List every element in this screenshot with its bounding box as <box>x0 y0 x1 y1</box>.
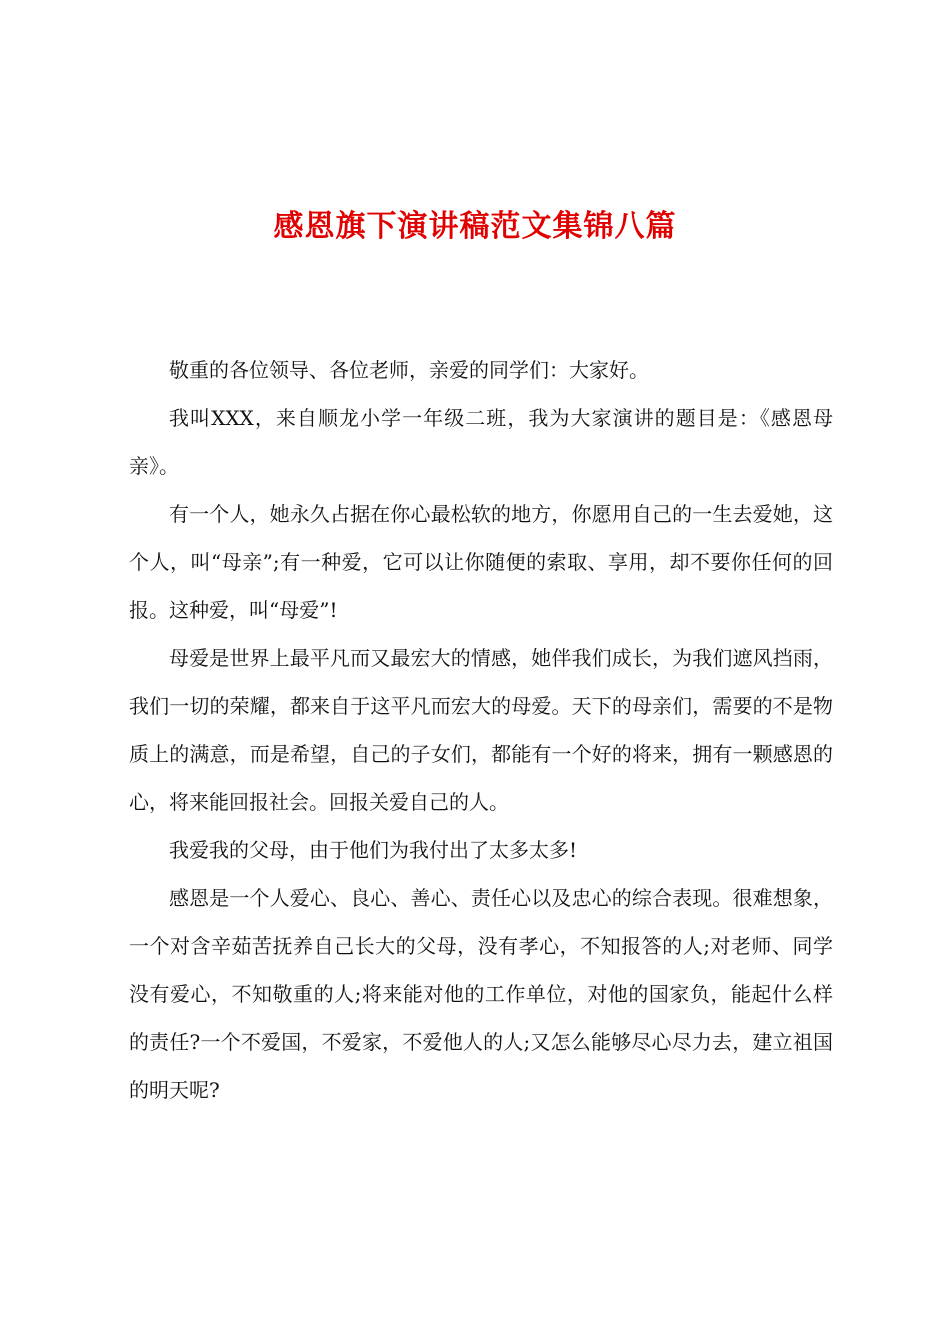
paragraph-introduction: 我叫XXX，来自顺龙小学一年级二班，我为大家演讲的题目是：《感恩母亲》。 <box>129 406 833 478</box>
paragraph-parents: 我爱我的父母，由于他们为我付出了太多太多! <box>169 838 578 862</box>
document-title: 感恩旗下演讲稿范文集锦八篇 <box>273 209 677 245</box>
paragraph-greeting: 敬重的各位领导、各位老师，亲爱的同学们：大家好。 <box>169 358 649 382</box>
paragraph-mother-love: 母爱是世界上最平凡而又最宏大的情感，她伴我们成长，为我们遮风挡雨，我们一切的荣耀，都来自于这平凡而宏大的母爱。天下的母亲们，需要的不是物质上的满意，而是希望，自己的子女们，都能有一个好的将来，拥有一颗感恩的心，将来能回报社会。回报关爱自己的人。 <box>129 646 833 814</box>
document-body <box>129 346 833 1114</box>
paragraph-gratitude: 感恩是一个人爱心、良心、善心、责任心以及忠心的综合表现。很难想象，一个对含辛茹苦抚养自己长大的父母，没有孝心，不知报答的人;对老师、同学没有爱心，不知敬重的人;将来能对他的工作单位，对他的国家负，能起什么样的责任?一个不爱国，不爱家，不爱他人的人;又怎么能够尽心尽力去，建立祖国的明天呢? <box>129 886 833 1102</box>
paragraph-mother: 有一个人，她永久占据在你心最松软的地方，你愿用自己的一生去爱她，这个人，叫“母亲”;有一种爱，它可以让你随便的索取、享用，却不要你任何的回报。这种爱，叫“母爱”! <box>129 502 833 622</box>
